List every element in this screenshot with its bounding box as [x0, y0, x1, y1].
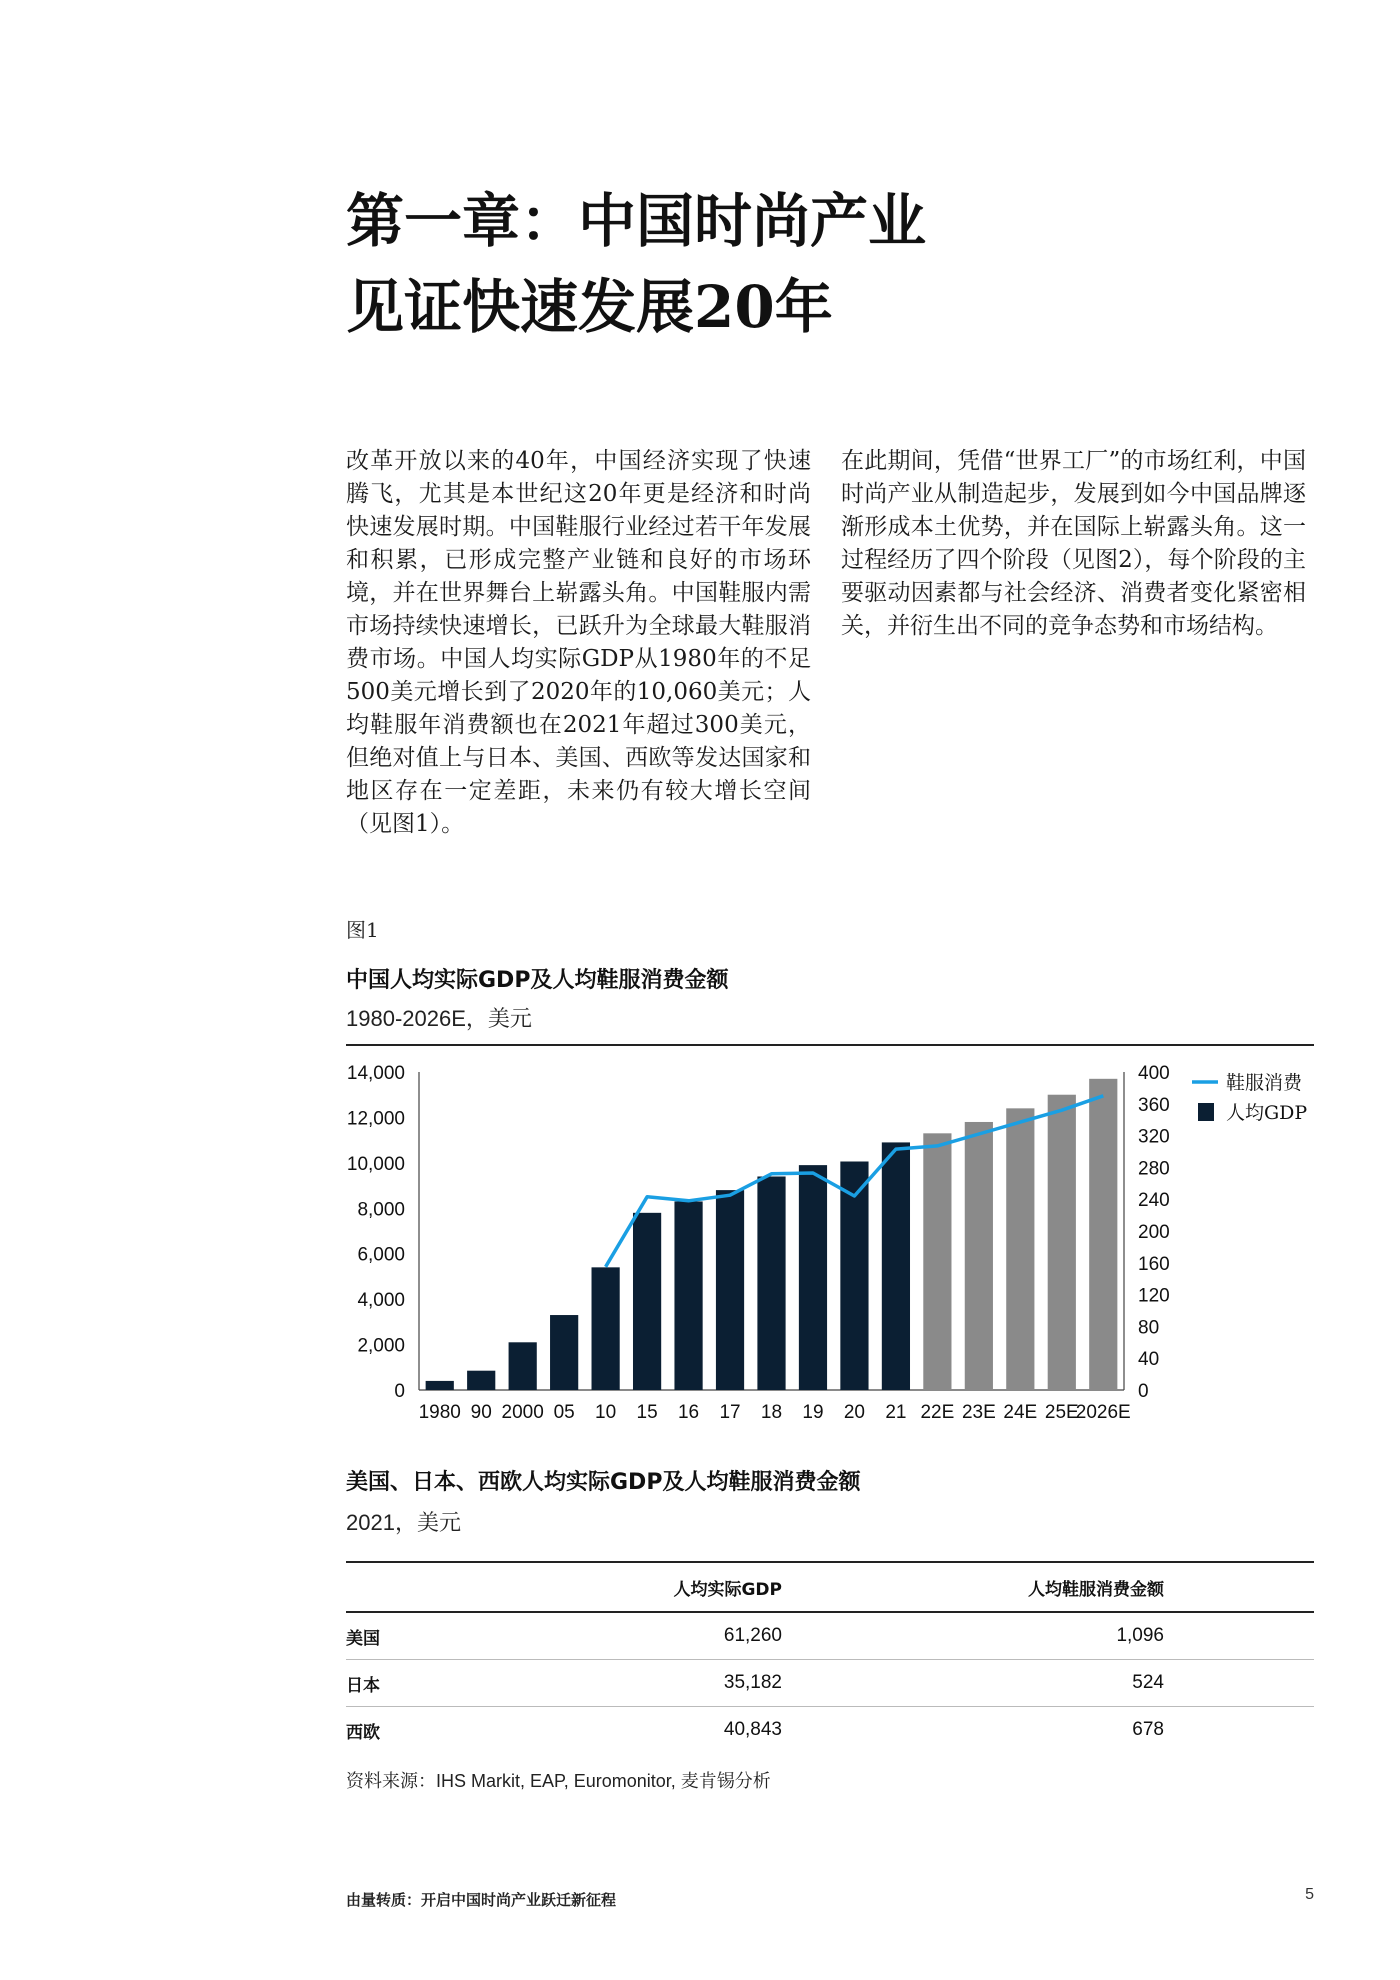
row-apparel: 524 [782, 1660, 1164, 1707]
right-tick-label: 40 [1138, 1349, 1160, 1371]
gdp-bar [1089, 1079, 1117, 1390]
gdp-bar [757, 1176, 785, 1390]
x-tick-label: 19 [802, 1402, 824, 1423]
x-tick-label: 10 [595, 1402, 617, 1423]
right-tick-label: 200 [1138, 1222, 1170, 1243]
x-tick-label: 1980 [418, 1402, 461, 1423]
chart-subtitle: 1980-2026E，美元 [346, 1006, 532, 1031]
chart-title: 中国人均实际GDP及人均鞋服消费金额 [346, 968, 729, 993]
comparison-table [346, 1561, 1314, 1753]
row-gdp: 35,182 [496, 1660, 782, 1707]
x-tick-label: 2000 [501, 1402, 544, 1423]
gdp-bar [716, 1190, 744, 1390]
table-subtitle: 2021，美元 [346, 1510, 461, 1535]
right-tick-label: 280 [1138, 1158, 1170, 1180]
left-axis [347, 1063, 419, 1402]
header-region [346, 1562, 496, 1612]
header-spacer [1164, 1562, 1314, 1612]
right-tick-label: 0 [1138, 1381, 1149, 1402]
row-gdp: 40,843 [723, 1719, 782, 1740]
chapter-title [346, 178, 926, 350]
right-tick-label: 360 [1138, 1094, 1170, 1116]
gdp-bar [674, 1201, 702, 1390]
right-tick-label: 320 [1138, 1126, 1170, 1148]
x-tick-label: 2026E [1075, 1402, 1131, 1423]
row-region: 日本 [346, 1660, 496, 1707]
x-tick-label: 17 [719, 1402, 741, 1423]
table-title: 美国、日本、西欧人均实际GDP及人均鞋服消费金额 [346, 1470, 861, 1495]
x-tick-label: 15 [636, 1402, 658, 1423]
gdp-apparel-chart [346, 1060, 1314, 1445]
legend-label-apparel: 鞋服消费 [1226, 1072, 1303, 1094]
footer-title: 由量转质：开启中国时尚产业跃迁新征程 [346, 1891, 617, 1909]
legend-label-gdp: 人均GDP [1226, 1102, 1308, 1124]
header-apparel: 人均鞋服消费金额 [782, 1562, 1164, 1612]
right-tick-label: 240 [1138, 1190, 1170, 1212]
gdp-bar [1048, 1095, 1076, 1390]
x-tick-label: 18 [760, 1402, 783, 1423]
x-tick-label: 16 [677, 1402, 700, 1423]
right-tick-label: 160 [1138, 1253, 1170, 1275]
gdp-bar [550, 1315, 578, 1390]
table-row [346, 1660, 1314, 1707]
table-header-row [346, 1562, 1314, 1612]
gdp-bar [1006, 1108, 1034, 1390]
gdp-bar [467, 1371, 495, 1390]
x-tick-label: 23E [961, 1402, 996, 1423]
chapter-title-line-1: 第一章：中国时尚产业 [346, 187, 927, 255]
row-apparel: 1,096 [782, 1612, 1164, 1660]
x-axis-labels [419, 1402, 1131, 1423]
figure-label: 图1 [346, 918, 379, 942]
gdp-bar [509, 1342, 537, 1390]
x-tick-label: 25E [1044, 1402, 1079, 1423]
gdp-bar [426, 1381, 454, 1390]
left-tick-label: 4,000 [357, 1290, 405, 1312]
chart-top-rule [346, 1044, 1314, 1046]
left-tick-label: 0 [394, 1381, 405, 1402]
gdp-bar [923, 1133, 951, 1390]
page-number: 5 [1305, 1886, 1314, 1903]
row-region: 美国 [346, 1612, 496, 1660]
body-paragraph-left: 改革开放以来的40年，中国经济实现了快速腾飞，尤其是本世纪这20年更是经济和时尚快速发展时期。中国鞋服行业经过若干年发展和积累，已形成完整产业链和良好的市场环境，并在世界舞台上崭露头角。中国鞋服内需市场持续快速增长，已跃升为全球最大鞋服消费市场。中国人均实际GDP从1980年的不足500美元增长到了2020年的10,060美元；人均鞋服年消费额也在2021年超过300美元，但绝对值上与日本、美国、西欧等发达国家和地区存在一定差距，未来仍有较大增长空间（见图1）。 [346, 448, 811, 837]
row-gdp: 61,260 [496, 1612, 782, 1660]
right-tick-label: 120 [1138, 1285, 1170, 1307]
x-tick-label: 20 [843, 1402, 866, 1423]
gdp-bar [965, 1122, 993, 1390]
x-tick-label: 22E [920, 1402, 955, 1423]
gdp-bar [633, 1213, 661, 1390]
source-note: 资料来源：IHS Markit, EAP, Euromonitor, 麦肯锡分析 [346, 1771, 771, 1791]
left-tick-label: 6,000 [357, 1244, 405, 1266]
chapter-title-line-2: 见证快速发展20年 [346, 273, 833, 341]
right-tick-label: 80 [1138, 1317, 1160, 1339]
x-tick-label: 90 [470, 1402, 492, 1423]
left-tick-label: 10,000 [346, 1153, 405, 1175]
x-tick-label: 05 [553, 1402, 575, 1423]
gdp-bars [419, 1079, 1124, 1390]
left-tick-label: 8,000 [357, 1199, 405, 1221]
row-region: 西欧 [346, 1722, 380, 1743]
right-tick-label: 400 [1138, 1063, 1170, 1084]
left-tick-label: 2,000 [357, 1335, 405, 1357]
x-tick-label: 24E [1003, 1402, 1038, 1423]
legend-bar-swatch [1198, 1103, 1214, 1121]
x-tick-label: 21 [885, 1402, 907, 1423]
left-tick-label: 12,000 [346, 1108, 405, 1130]
chart-legend [1192, 1072, 1307, 1124]
left-tick-label: 14,000 [346, 1063, 405, 1084]
gdp-bar [592, 1267, 620, 1390]
body-paragraph-right: 在此期间，凭借“世界工厂”的市场红利，中国时尚产业从制造起步，发展到如今中国品牌逐渐形成本土优势，并在国际上崭露头角。这一过程经历了四个阶段（见图2），每个阶段的主要驱动因素都与社会经济、消费者变化紧密相关，并衍生出不同的竞争态势和市场结构。 [841, 448, 1306, 639]
table-row [346, 1612, 1314, 1660]
gdp-bar [799, 1165, 827, 1390]
header-gdp: 人均实际GDP [496, 1562, 782, 1612]
right-axis [1124, 1063, 1170, 1402]
row-apparel: 678 [1132, 1719, 1164, 1740]
gdp-bar [882, 1142, 910, 1390]
table-row [346, 1707, 1314, 1754]
